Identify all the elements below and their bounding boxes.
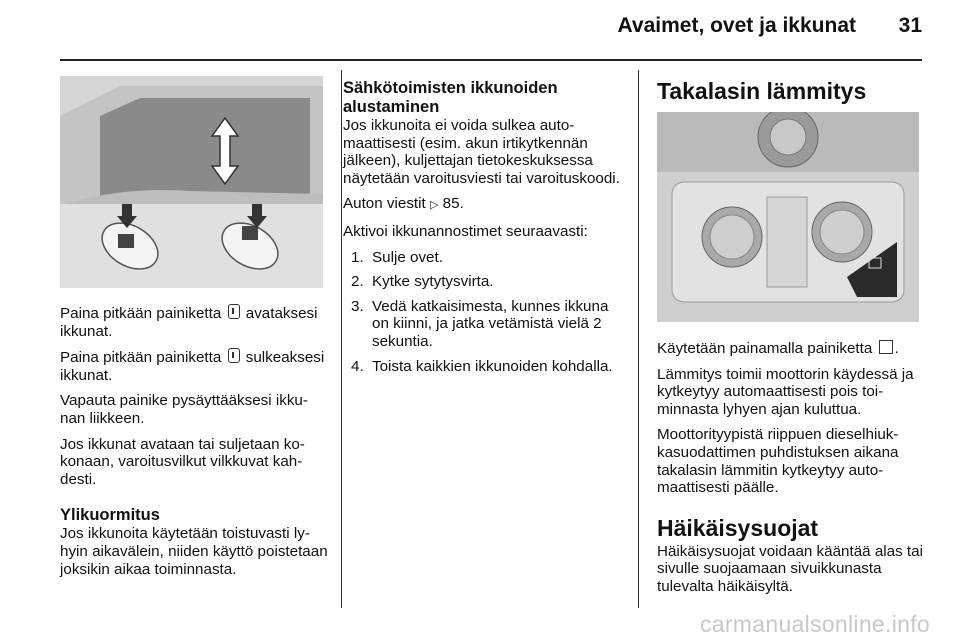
paragraph-overload: Jos ikkunoita käytetään toistuvasti lyhyin aikavälein, niiden käyttö poistetaan joksikin aikaa toiminnasta. [60, 525, 328, 578]
list-item: 1. Sulje ovet. [351, 248, 443, 266]
window-key-illustration [60, 76, 323, 288]
column-2 [343, 79, 625, 382]
page-title: Avaimet, ovet ja ikkunat [617, 14, 856, 37]
list-item: 3. Vedä katkaisimesta, kunnes ikkuna on kiinni, ja jatka vetämistä vielä 2 sekuntia. [351, 297, 609, 350]
climate-control-drawing [657, 112, 919, 322]
column-divider-2 [638, 70, 639, 608]
paragraph-sun-visor: Häikäisysuojat voidaan kääntää alas tai sivulle suojaamaan sivuikkunasta tulevalta häikäisyltä. [657, 542, 923, 595]
paragraph-init-info: Jos ikkunoita ei voida sulkea automaattisesti (esim. akun irtikytkennän jälkeen), kuljettajan tietokeskuksessa näytetään varoitusviesti tai varoituskoodi. [343, 117, 620, 187]
paragraph-open-windows: Paina pitkään painiketta avataksesi ikkunat. [60, 305, 318, 340]
sun-visor-heading: Häikäisysuojat [657, 514, 819, 541]
steps-list [343, 249, 625, 376]
reference-arrow-icon: ▷ [429, 199, 439, 212]
window-init-heading: Sähkötoimisten ikkunoiden alustaminen [343, 79, 558, 116]
unlock-button-icon [228, 304, 240, 319]
paragraph-vehicle-messages: Auton viestit ▷ 85. [343, 195, 464, 213]
page-number: 31 [898, 14, 922, 37]
watermark: carmanualsonline.info [699, 611, 930, 637]
lock-button-icon [228, 348, 240, 363]
window-key-drawing [60, 76, 323, 288]
overload-heading: Ylikuormitus [60, 506, 160, 525]
paragraph-activate: Aktivoi ikkunannostimet seuraavasti: [343, 222, 588, 240]
paragraph-defrost-auto-off: Lämmitys toimii moottorin käydessä ja kytkeytyy automaattisesti pois toiminnasta lyhyen ajan kuluttua. [657, 365, 914, 418]
header-rule [60, 59, 922, 61]
column-3 [657, 340, 925, 604]
rear-defroster-heading: Takalasin lämmitys [657, 78, 867, 104]
climate-control-illustration [657, 112, 919, 322]
rear-defrost-icon [879, 340, 893, 354]
column-1 [60, 304, 328, 586]
column-divider-1 [341, 70, 342, 608]
paragraph-hazard: Jos ikkunat avataan tai suljetaan kokonaan, varoitusvilkut vilkkuvat kahdesti. [60, 435, 305, 488]
paragraph-release: Vapauta painike pysäyttääksesi ikkunan liikkeen. [60, 392, 308, 427]
paragraph-close-windows: Paina pitkään painiketta sulkeaksesi ikkunat. [60, 349, 325, 384]
paragraph-defrost-dpf: Moottorityypistä riippuen dieselhiukkasuodattimen puhdistuksen aikana takalasin lämmitin kytkeytyy automaattisesti päälle. [657, 426, 899, 497]
list-item: 4. Toista kaikkien ikkunoiden kohdalla. [351, 357, 613, 375]
list-item: 2. Kytke sytytysvirta. [351, 273, 494, 291]
paragraph-defrost-use: Käytetään painamalla painiketta . [657, 340, 899, 357]
